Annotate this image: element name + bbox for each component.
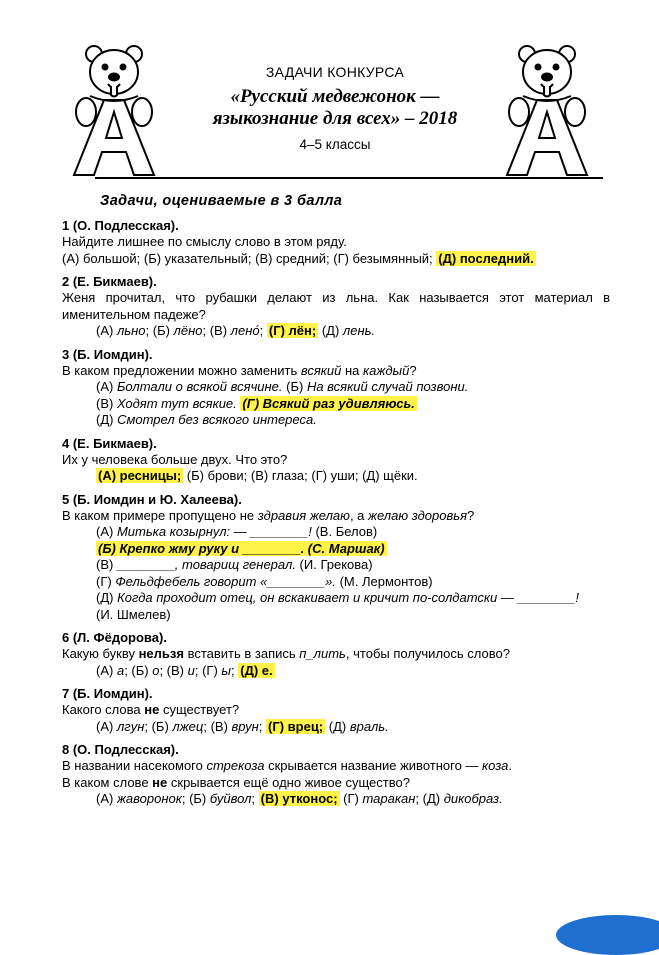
contest-name-line2: языкознание для всех» – 2018 [212,108,458,129]
task-option-row: (В) ________, товарищ генерал. (И. Грекова) [96,557,373,572]
task-option-row: (А) Болтали о всякой всячине. (Б) На всякий случай позвони. [96,379,469,394]
answer-highlight: (Г) лён; [268,323,317,338]
task-heading: 7 (Б. Иомдин). [62,686,153,701]
task-heading: 5 (Б. Иомдин и Ю. Халеева). [62,491,242,507]
task-1 [62,217,610,267]
task-heading: 4 (Е. Бикмаев). [62,435,157,451]
task-question: В названии насекомого стрекоза скрывается название животного — коза. [62,758,513,773]
corner-decoration [556,915,659,955]
task-8 [62,741,610,808]
bear-mascot-left-icon [64,40,164,180]
task-question: В каком примере пропущено не здравия желаю, а желаю здоровья? [62,507,475,523]
task-option-row: (Д) Когда проходит отец, он вскакивает и кричит по-солдатски — ________! [96,590,579,605]
task-options: (А) лгун; (Б) лжец; (В) врун; (Г) врец; (Д) враль. [96,718,389,734]
task-6 [62,629,610,679]
task-option-row [62,541,610,558]
task-question: Найдите лишнее по смыслу слово в этом ряду. [62,234,347,249]
task-option-row: (И. Шмелев) [96,606,171,622]
task-options: (А) ресницы; (Б) брови; (В) глаза; (Г) уши; (Д) щёки. [98,468,418,483]
task-options: (А) льно; (Б) лёно; (В) лено́; (Г) лён; (Д) лень. [96,323,376,338]
bear-mascot-right-icon [497,40,597,180]
task-question: Какого слова не существует? [62,702,240,717]
task-question: Их у человека больше двух. Что это? [62,451,288,467]
task-option-row: (А) Митька козырнул: — ________! (В. Белов) [96,524,378,539]
header [200,64,470,152]
answer-highlight: (Б) Крепко жму руку и ________. (С. Маршак) [98,540,385,556]
task-heading: 2 (Е. Бикмаев). [62,274,157,289]
answer-highlight: (Г) Всякий раз удивляюсь. [242,395,415,411]
answer-highlight: (Д) последний. [438,250,534,266]
task-2 [62,273,610,340]
task-3 [62,346,610,429]
tasks [62,217,610,814]
task-7 [62,685,610,735]
contest-name-line1: «Русский медвежонок — [230,86,440,107]
task-options: (А) большой; (Б) указательный; (В) средний; (Г) безымянный; (Д) последний. [62,250,534,266]
answer-highlight: (Д) е. [240,662,273,678]
task-option-row: (В) Ходят тут всякие. (Г) Всякий раз удивляюсь. [96,395,415,411]
task-options: (А) жаворонок; (Б) буйвол; (В) утконос; (Г) таракан; (Д) дикобраз. [96,791,503,806]
answer-highlight: (Г) врец; [268,718,324,734]
task-question-2: В каком слове не скрывается ещё одно живое существо? [62,774,410,790]
answer-highlight: (В) утконос; [260,791,338,806]
task-option-row: (Г) Фельдфебель говорит «________». (М. Лермонтов) [96,573,433,589]
task-4 [62,435,610,485]
task-heading: 8 (О. Подлесская). [62,742,179,757]
contest-title: ЗАДАЧИ КОНКУРСА [265,64,405,80]
task-heading: 6 (Л. Фёдорова). [62,630,167,645]
task-5 [62,491,610,624]
header-divider [95,177,603,179]
task-heading: 1 (О. Подлесская). [62,218,179,233]
answer-highlight: (А) ресницы; [98,468,182,483]
task-question: Какую букву нельзя вставить в запись п_лить, чтобы получилось слово? [62,646,510,661]
task-question: Женя прочитал, что рубашки делают из льна. Как называется этот материал в именительном падеже? [62,290,610,322]
grades: 4–5 классы [299,137,371,152]
task-heading: 3 (Б. Иомдин). [62,346,153,362]
section-title: Задачи, оцениваемые в 3 балла [100,193,343,209]
task-options: (А) а; (Б) о; (В) и; (Г) ы; (Д) е. [96,662,273,678]
task-question: В каком предложении можно заменить всякий на каждый? [62,362,417,378]
task-option-row: (Д) Смотрел без всякого интереса. [96,412,317,427]
